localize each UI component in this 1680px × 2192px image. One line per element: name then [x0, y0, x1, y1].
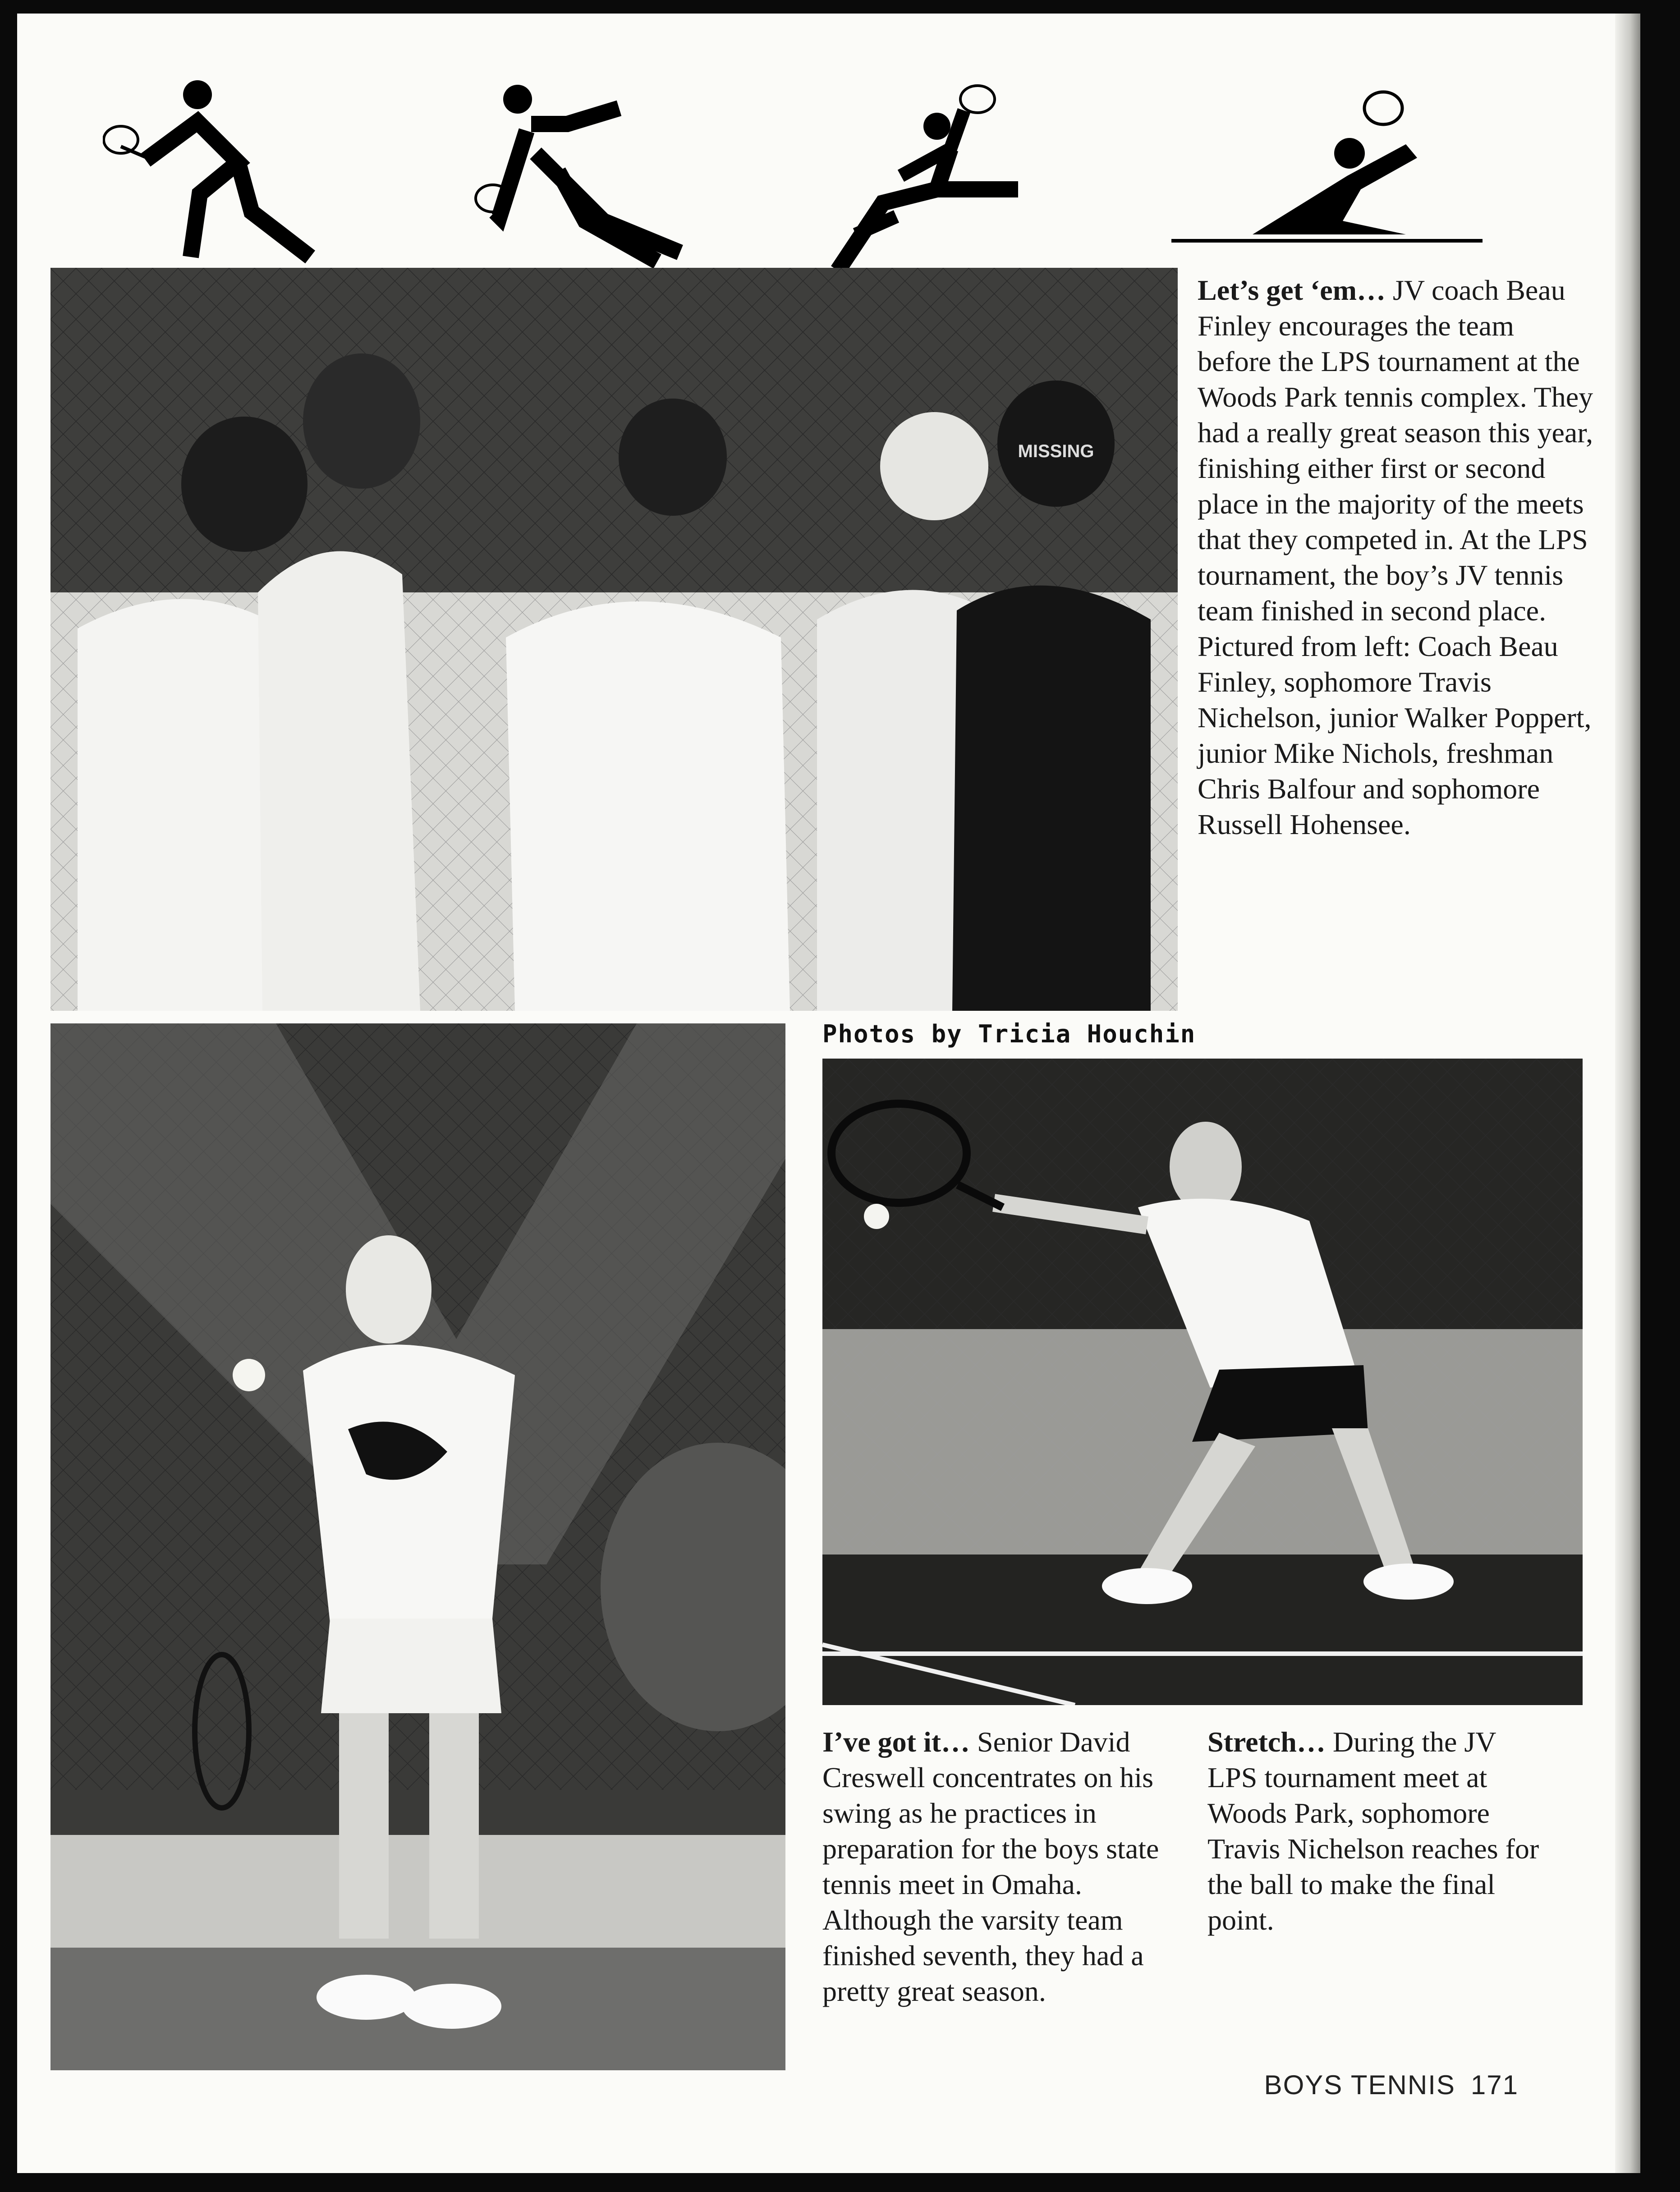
nichelson-caption-text: During the JV LPS tournament meet at Woods Park, sophomore Travis Nichelson reaches for the ball to make the final point. — [1207, 1726, 1539, 1936]
tennis-player-lunge-icon — [468, 81, 702, 271]
creswell-caption-lead: I’ve got it… — [822, 1726, 978, 1758]
cap-text: MISSING — [1018, 441, 1094, 461]
nichelson-caption — [1207, 1724, 1550, 1938]
creswell-caption — [822, 1724, 1183, 2009]
tennis-player-backhand-icon — [103, 68, 337, 266]
creswell-caption-text: Senior David Creswell concentrates on his swing as he practices in preparation for the boys state tennis meet in Omaha. Although the varsity team finished seventh, they had a pretty great season. — [822, 1726, 1159, 2007]
nichelson-caption-lead: Stretch… — [1207, 1726, 1333, 1758]
team-caption-lead: Let’s get ‘em… — [1198, 274, 1393, 306]
team-caption — [1198, 272, 1594, 842]
folio-page-number: 171 — [1470, 2070, 1519, 2100]
photo-credit: Photos by Tricia Houchin — [822, 1020, 1196, 1048]
team-photo — [50, 268, 1178, 1011]
yearbook-page — [17, 14, 1640, 2173]
folio-section: BOYS TENNIS — [1264, 2070, 1455, 2100]
creswell-photo — [50, 1023, 785, 2070]
team-caption-text: JV coach Beau Finley encourages the team before the LPS tournament at the Woods Park tennis complex. They had a really great season this year, finishing either first or second place in the majority of the meets that they competed in. At the LPS tournament, the boy’s JV tennis team finished in second place. Pictured from left: Coach Beau Finley, sophomore Travis Nichelson, junior Walker Poppert, junior Mike Nichols, freshman Chris Balfour and sophomore Russell Hohensee. — [1198, 274, 1593, 840]
page-folio — [1230, 2069, 1519, 2100]
nichelson-photo — [822, 1059, 1583, 1705]
page-spine-shadow — [1615, 14, 1640, 2173]
tennis-player-slide-icon — [1171, 86, 1483, 257]
tennis-player-running-icon — [829, 81, 1036, 275]
